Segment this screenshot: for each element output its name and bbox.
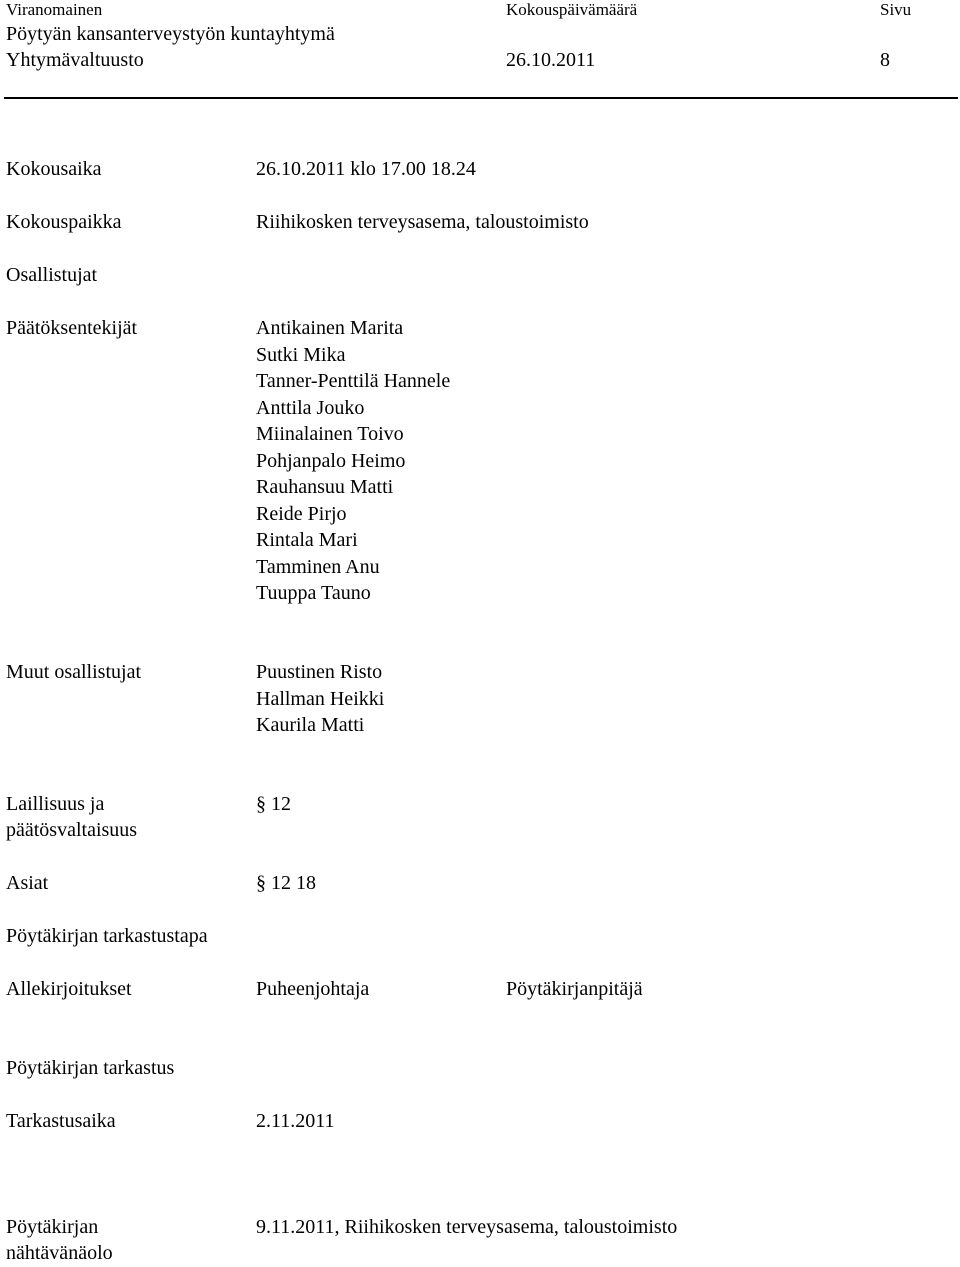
body-name: Yhtymävaltuusto (6, 49, 144, 71)
display-label-line1: Pöytäkirjan (6, 1216, 99, 1238)
meeting-place-value: Riihikosken terveysasema, taloustoimisto (256, 211, 589, 233)
participants-label: Osallistujat (6, 264, 98, 286)
display-value: 9.11.2011, Riihikosken terveysasema, taloustoimisto (256, 1216, 678, 1238)
review-time-label: Tarkastusaika (6, 1110, 116, 1132)
display-label-line2: nähtävänäolo (6, 1242, 113, 1264)
meeting-time-label: Kokousaika (6, 158, 102, 180)
legality-label-line1: Laillisuus ja (6, 793, 105, 815)
decision-makers-list (256, 315, 450, 607)
review-label: Pöytäkirjan tarkastus (6, 1057, 175, 1079)
list-item: Antikainen Marita (256, 317, 404, 339)
list-item: Miinalainen Toivo (256, 423, 404, 445)
list-item: Reide Pirjo (256, 502, 347, 525)
secretary-signature-label: Pöytäkirjanpitäjä (506, 978, 643, 1000)
legality-label-line2: päätösvaltaisuus (6, 819, 138, 841)
other-participants-label: Muut osallistujat (6, 661, 141, 683)
chair-signature-label: Puheenjohtaja (256, 978, 370, 1000)
list-item: Hallman Heikki (256, 687, 385, 710)
review-time-value: 2.11.2011 (256, 1110, 335, 1132)
organization-name: Pöytyän kansanterveystyön kuntayhtymä (6, 23, 335, 45)
list-item: Rintala Mari (256, 529, 358, 551)
other-participants-list (256, 659, 384, 739)
meeting-place-label: Kokouspaikka (6, 211, 122, 233)
list-item: Tuuppa Tauno (256, 582, 371, 604)
list-item: Anttila Jouko (256, 396, 365, 419)
list-item: Pohjanpalo Heimo (256, 449, 406, 472)
decision-makers-label: Päätöksentekijät (6, 317, 138, 339)
meeting-date: 26.10.2011 (506, 49, 596, 71)
legality-value: § 12 (256, 793, 291, 815)
items-label: Asiat (6, 872, 49, 894)
date-label: Kokouspäivämäärä (506, 0, 638, 19)
meeting-time-value: 26.10.2011 klo 17.00 18.24 (256, 158, 476, 180)
list-item: Puustinen Risto (256, 661, 383, 683)
review-method-label: Pöytäkirjan tarkastustapa (6, 925, 208, 947)
page-number: 8 (880, 49, 890, 71)
signatures-label: Allekirjoitukset (6, 978, 132, 1000)
list-item: Tanner-Penttilä Hannele (256, 370, 451, 392)
page-label: Sivu (880, 0, 912, 19)
list-item: Tamminen Anu (256, 555, 380, 578)
list-item: Rauhansuu Matti (256, 476, 394, 498)
header-divider (4, 97, 958, 99)
authority-label: Viranomainen (6, 0, 103, 19)
list-item: Sutki Mika (256, 343, 346, 366)
items-value: § 12 18 (256, 872, 316, 894)
list-item: Kaurila Matti (256, 714, 365, 736)
